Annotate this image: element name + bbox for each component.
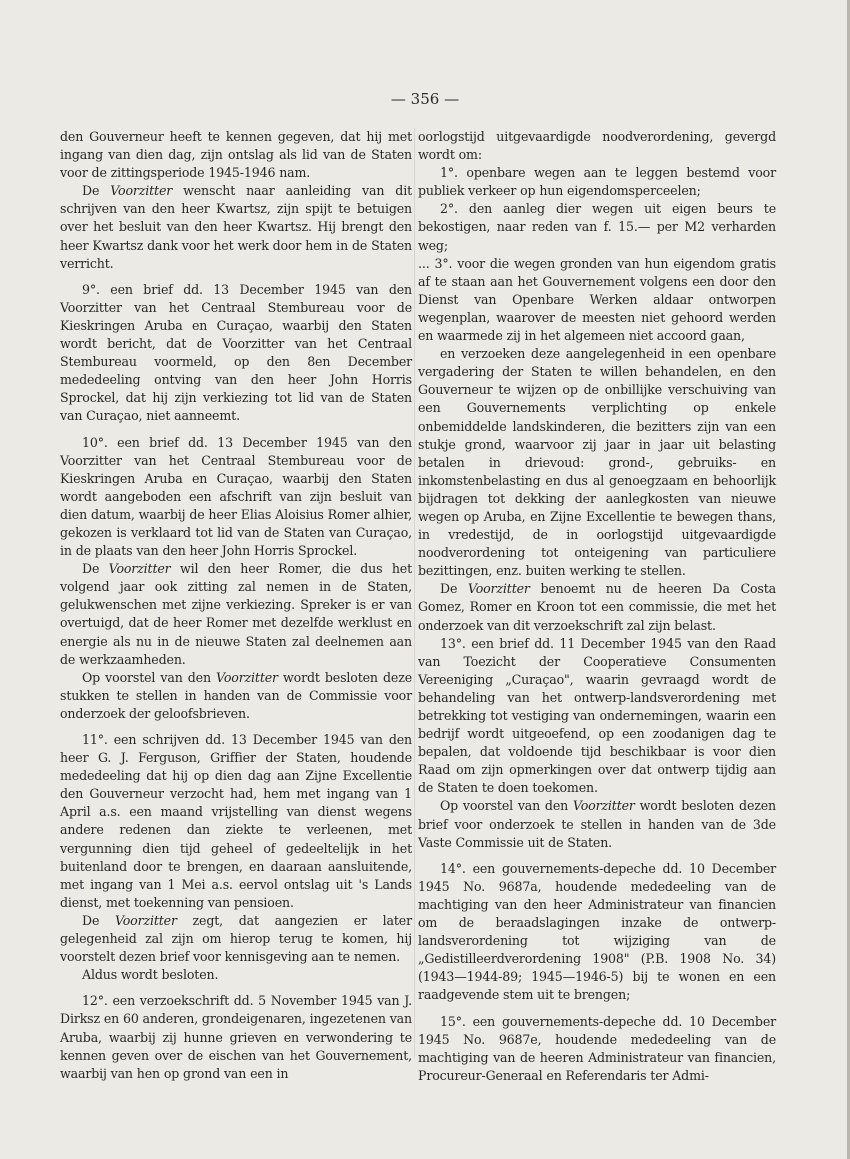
left-column xyxy=(60,128,412,1083)
paragraph: De Voorzitter wil den heer Romer, die dus het volgend jaar ook zitting zal nemen in de Staten, gelukwenschen met zijne verkiezing. Spreker is er van overtuigd, dat de heer Romer met dezelfde werklust en energie als nu in de nieuwe Staten zal deelnemen aan de werkzaamheden. xyxy=(60,561,412,667)
paragraph: 10°. een brief dd. 13 December 1945 van den Voorzitter van het Centraal Stembureau voor de Kieskringen Aruba en Curaçao, waarbij den Staten wordt aangeboden een afschrift van zijn besluit van dien datum, waarbij de heer Elias Aloisius Romer alhier, gekozen is verklaard tot lid van de Staten van Curaçao, in de plaats van den heer John Horris Sprockel. xyxy=(60,434,412,559)
paragraph: 12°. een verzoekschrift dd. 5 November 1945 van J. Dirksz en 60 anderen, grondeigenaren, ingezetenen van Aruba, waarbij zij hunne grieven en verwondering te kennen geven over de eischen van het Gouvernement, waarbij van hen op grond van een in xyxy=(60,993,412,1081)
paragraph: Op voorstel van den Voorzitter wordt besloten dezen brief voor onderzoek te stellen in handen van de 3de Vaste Commissie uit de Staten. xyxy=(418,798,776,850)
paragraph: De Voorzitter benoemt nu de heeren Da Costa Gomez, Romer en Kroon tot een commissie, die met het onderzoek van dit verzoekschrift zal zijn belast. xyxy=(418,581,776,633)
paragraph: 9°. een brief dd. 13 December 1945 van den Voorzitter van het Centraal Stembureau voor de Kieskringen Aruba en Curaçao, waarbij den Staten wordt bericht, dat de Voorzitter van het Centraal Stembureau voormeld, op den 8en December mededeeling ontving van den heer John Horris Sprockel, dat hij zijn verkiezing tot lid van de Staten van Curaçao, niet aanneemt. xyxy=(60,281,412,424)
right-column xyxy=(418,128,776,1085)
paragraph: ... 3°. voor die wegen gronden van hun eigendom gratis af te staan aan het Gouvernement volgens een door den Dienst van Openbare Werken aldaar ontworpen wegenplan, waarover de meesten niet gehoord werden en waarmede zij in het algemeen niet accoord gaan, xyxy=(418,255,776,344)
paragraph: Op voorstel van den Voorzitter wordt besloten deze stukken te stellen in handen van de Commissie voor onderzoek der geloofsbrieven. xyxy=(60,669,412,721)
page-number: — 356 — xyxy=(390,90,460,108)
paragraph: 13°. een brief dd. 11 December 1945 van den Raad van Toezicht der Cooperatieve Consumenten Vereeniging „Curaçao", waarin gevraagd wordt de behandeling van het ontwerp-landsverordening met betrekking tot vestiging van ondernemingen, waarin een bedrijf wordt uitgeoefend, op een zoodanigen dag te bepalen, dat voldoende tijd beschikbaar is voor dien Raad om zijn opmerkingen over dat ontwerp tijdig aan de Staten te doen toekomen. xyxy=(418,635,776,796)
paragraph: oorlogstijd uitgevaardigde noodverordening, gevergd wordt om: xyxy=(418,129,776,163)
paragraph: 11°. een schrijven dd. 13 December 1945 van den heer G. J. Ferguson, Griffier der Staten, houdende mededeeling dat hij op dien dag aan Zijne Excellentie den Gouverneur verzocht had, hem met ingang van 1 April a.s. een maand vrijstelling van dienst wegens andere redenen dan ziekte te verleenen, met vergunning dien tijd geheel of gedeeltelijk in het buitenland door te brengen, en daaraan aansluitende, met ingang van 1 Mei a.s. eervol ontslag uit 's Lands dienst, met toekenning van pensioen. xyxy=(60,732,412,910)
paragraph: 15°. een gouvernements-depeche dd. 10 December 1945 No. 9687e, houdende mededeeling van de machtiging van de heeren Administrateur van financien, Procureur-Generaal en Referendaris ter Admi- xyxy=(418,1013,776,1083)
paragraph: en verzoeken deze aangelegenheid in een openbare vergadering der Staten te willen behandelen, en den Gouverneur te wijzen op de onbillijke verschuiving van een Gouvernements verplichting op enkele onbemiddelde landskinderen, die bezitters zijn van een stukje grond, waarvoor zij jaar in jaar uit belasting betalen in drievoud: grond-, gebruiks- en inkomstenbelasting en dus al genoegzaam en behoorlijk bijdragen tot dekking der aanlegkosten van nieuwe wegen op Aruba, en Zijne Excellentie te bewegen thans, in vredestijd, de in oorlogstijd uitgevaardigde noodverordening tot onteigening van particuliere bezittingen, enz. buiten werking te stellen. xyxy=(418,346,776,579)
paragraph: De Voorzitter wenscht naar aanleiding van dit schrijven van den heer Kwartsz, zijn spijt te betuigen over het besluit van den heer Kwartsz. Hij brengt den heer Kwartsz dank voor het werk door hem in de Staten verricht. xyxy=(60,183,412,271)
paragraph: Aldus wordt besloten. xyxy=(82,967,219,983)
column-divider xyxy=(414,128,415,1058)
paragraph: 2°. den aanleg dier wegen uit eigen beurs te bekostigen, naar reden van f. 15.— per M2 verharden weg; xyxy=(418,201,776,253)
paragraph: den Gouverneur heeft te kennen gegeven, dat hij met ingang van dien dag, zijn ontslag als lid van de Staten voor de zittingsperiode 1945-1946 nam. xyxy=(60,129,412,181)
paragraph: 1°. openbare wegen aan te leggen bestemd voor publiek verkeer op hun eigendomsperceelen; xyxy=(418,165,776,199)
paragraph: De Voorzitter zegt, dat aangezien er later gelegenheid zal zijn om hierop terug te komen, hij voorstelt dezen brief voor kennisgeving aan te nemen. xyxy=(60,912,412,965)
paragraph: 14°. een gouvernements-depeche dd. 10 December 1945 No. 9687a, houdende mededeeling van de machtiging van den heer Administrateur van financien om de beraadslagingen inzake de ontwerp-landsverordening tot wijziging van de „Gedistilleerdverordening 1908" (P.B. 1908 No. 34) (1943—1944-89; 1945—1946-5) bij te wonen en een raadgevende stem uit te brengen; xyxy=(418,860,776,1003)
